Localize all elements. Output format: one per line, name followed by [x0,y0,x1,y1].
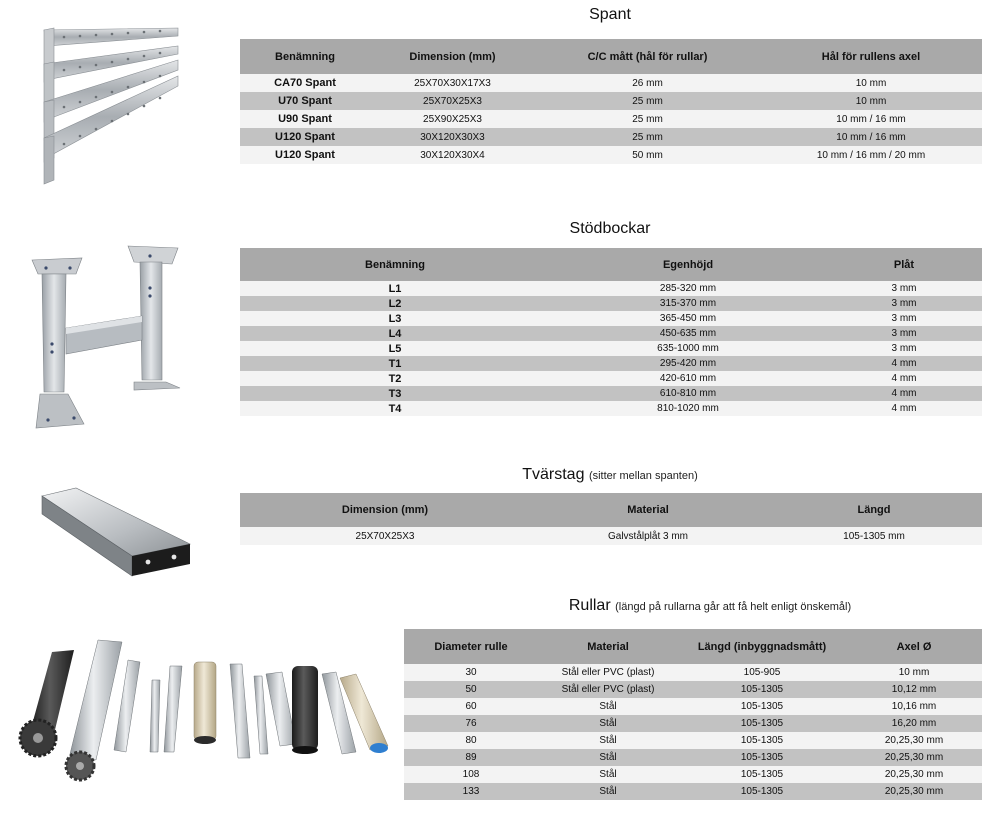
spant-header-name: Benämning [240,39,370,74]
spant-header-dimension: Dimension (mm) [370,39,535,74]
table-cell: 3 mm [826,326,982,341]
table-row [240,92,982,110]
table-cell: 20,25,30 mm [846,766,982,783]
table-row [240,527,982,545]
tvarstag-header-material: Material [530,493,766,527]
tvarstag-subtitle: (sitter mellan spanten) [588,470,698,482]
table-cell: 4 mm [826,386,982,401]
table-cell: 105-1305 [678,715,846,732]
table-cell: 80 [404,732,538,749]
table-cell: 25X70X25X3 [370,92,535,110]
table-cell: U120 Spant [240,146,370,164]
table-cell: 20,25,30 mm [846,732,982,749]
table-cell: U90 Spant [240,110,370,128]
table-cell: 810-1020 mm [550,401,826,416]
table-row [240,311,982,326]
table-cell: 10,12 mm [846,681,982,698]
rullar-title-text: Rullar [568,597,611,614]
table-cell: 25 mm [535,128,760,146]
table-cell: Stål eller PVC (plast) [538,681,678,698]
table-row [240,326,982,341]
table-cell: 76 [404,715,538,732]
table-cell: 105-1305 [678,766,846,783]
table-cell: 10 mm / 16 mm / 20 mm [760,146,982,164]
rullar-header-material: Material [538,629,678,664]
table-cell: 365-450 mm [550,311,826,326]
table-cell: 50 [404,681,538,698]
table-cell: Stål [538,732,678,749]
table-cell: 50 mm [535,146,760,164]
table-cell: Stål [538,783,678,800]
table-row [404,732,982,749]
table-cell: 295-420 mm [550,356,826,371]
table-cell: 3 mm [826,281,982,296]
table-cell: Stål [538,698,678,715]
table-row [240,386,982,401]
stodbockar-header-name: Benämning [240,248,550,281]
spant-title [560,6,660,24]
table-cell: 133 [404,783,538,800]
table-row [404,766,982,783]
table-cell: 635-1000 mm [550,341,826,356]
table-row [404,749,982,766]
table-row [404,664,982,681]
table-cell: CA70 Spant [240,74,370,92]
stodbockar-header-height: Egenhöjd [550,248,826,281]
stodbockar-table [240,248,982,416]
table-cell: 25 mm [535,92,760,110]
table-row [404,715,982,732]
table-cell: 3 mm [826,296,982,311]
table-cell: 26 mm [535,74,760,92]
table-cell: 3 mm [826,311,982,326]
table-cell: 10 mm / 16 mm [760,110,982,128]
table-cell: 20,25,30 mm [846,749,982,766]
table-cell: 10 mm [846,664,982,681]
table-cell: Stål [538,749,678,766]
stodbockar-header-row [240,248,982,281]
table-cell: 4 mm [826,356,982,371]
table-cell: T4 [240,401,550,416]
table-cell: L2 [240,296,550,311]
table-cell: 420-610 mm [550,371,826,386]
table-cell: 30X120X30X3 [370,128,535,146]
table-row [240,128,982,146]
table-cell: 89 [404,749,538,766]
table-cell: 10 mm [760,92,982,110]
table-cell: 25X70X30X17X3 [370,74,535,92]
table-cell: 105-1305 [678,749,846,766]
table-cell: 610-810 mm [550,386,826,401]
table-cell: Stål eller PVC (plast) [538,664,678,681]
table-row [240,371,982,386]
spant-header-row [240,39,982,74]
tvarstag-image [40,486,192,578]
tvarstag-title [470,466,750,484]
table-cell: 105-905 [678,664,846,681]
rullar-header-diameter: Diameter rulle [404,629,538,664]
table-cell: 105-1305 [678,783,846,800]
stodbockar-title [540,220,680,238]
table-cell: 20,25,30 mm [846,783,982,800]
table-cell: 25X70X25X3 [240,527,530,545]
table-row [240,401,982,416]
table-row [404,698,982,715]
spant-table [240,39,982,164]
table-row [404,681,982,698]
table-cell: Galvstålplåt 3 mm [530,527,766,545]
tvarstag-header-dimension: Dimension (mm) [240,493,530,527]
table-row [240,356,982,371]
table-row [404,783,982,800]
tvarstag-header-row [240,493,982,527]
table-cell: 315-370 mm [550,296,826,311]
table-row [240,110,982,128]
table-cell: 450-635 mm [550,326,826,341]
stodbock-image [30,244,186,436]
table-row [240,74,982,92]
table-cell: 25X90X25X3 [370,110,535,128]
tvarstag-header-length: Längd [766,493,982,527]
tvarstag-table [240,493,982,545]
table-cell: T3 [240,386,550,401]
table-cell: 105-1305 [678,698,846,715]
table-cell: 60 [404,698,538,715]
tvarstag-title-text: Tvärstag [522,466,585,483]
stodbockar-title-text: Stödbockar [569,220,651,237]
table-cell: L5 [240,341,550,356]
table-cell: 25 mm [535,110,760,128]
table-cell: 10 mm / 16 mm [760,128,982,146]
table-cell: 3 mm [826,341,982,356]
table-cell: 285-320 mm [550,281,826,296]
table-cell: L3 [240,311,550,326]
table-cell: 10 mm [760,74,982,92]
table-row [240,296,982,311]
table-cell: 108 [404,766,538,783]
table-row [240,341,982,356]
table-cell: 30 [404,664,538,681]
table-cell: 105-1305 mm [766,527,982,545]
rullar-title [540,597,880,615]
spant-title-text: Spant [589,6,631,23]
table-cell: 4 mm [826,401,982,416]
rullar-header-axle: Axel Ø [846,629,982,664]
table-cell: U120 Spant [240,128,370,146]
table-cell: 105-1305 [678,732,846,749]
table-cell: T2 [240,371,550,386]
table-cell: 30X120X30X4 [370,146,535,164]
table-cell: Stål [538,766,678,783]
rullar-header-length: Längd (inbyggnadsmått) [678,629,846,664]
rullar-header-row [404,629,982,664]
rullar-subtitle: (längd på rullarna går att få helt enligt önskemål) [615,601,852,613]
spant-header-cc: C/C mått (hål för rullar) [535,39,760,74]
table-cell: 16,20 mm [846,715,982,732]
table-cell: L1 [240,281,550,296]
table-cell: 10,16 mm [846,698,982,715]
table-cell: L4 [240,326,550,341]
table-cell: 105-1305 [678,681,846,698]
rullar-table [404,629,982,800]
table-row [240,146,982,164]
rullar-image [4,634,396,794]
spant-header-axle-hole: Hål för rullens axel [760,39,982,74]
table-cell: 4 mm [826,371,982,386]
stodbockar-header-plate: Plåt [826,248,982,281]
spant-rails-image [40,18,182,186]
table-row [240,281,982,296]
table-cell: T1 [240,356,550,371]
table-cell: U70 Spant [240,92,370,110]
table-cell: Stål [538,715,678,732]
